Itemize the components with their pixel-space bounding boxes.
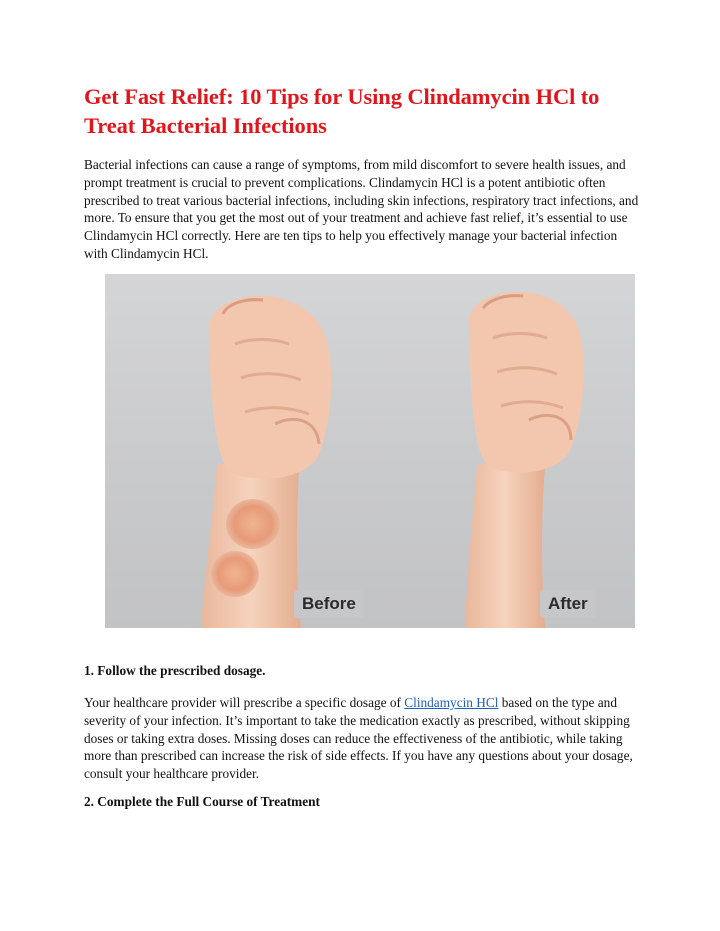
intro-paragraph: Bacterial infections can cause a range of symptoms, from mild discomfort to severe health issues, and prompt treatment is crucial to prevent complications. Clindamycin HCl is a potent antibiotic often prescribed to treat various bacterial infections, including skin infections, respiratory tract infections, and more. To ensure that you get the most out of your treatment and achieve fast relief, it’s essential to use Clindamycin HCl correctly. Here are ten tips to help you effectively manage your bacterial infection with Clindamycin HCl.: [84, 157, 639, 261]
before-label: Before: [294, 590, 364, 618]
article-title: Get Fast Relief: 10 Tips for Using Clindamycin HCl to Treat Bacterial Infections: [84, 84, 600, 138]
tip-1-paragraph: [84, 694, 644, 783]
before-after-image: [105, 274, 635, 628]
tip-1-heading: 1. Follow the prescribed dosage.: [84, 663, 266, 678]
arm-comparison-illustration: [105, 274, 635, 628]
after-label: After: [540, 590, 596, 618]
after-arm: [465, 292, 584, 628]
tip-2-heading: 2. Complete the Full Course of Treatment: [84, 794, 320, 809]
tip-1-text-end: based on the type and severity of your infection. It’s important to take the medication exactly as prescribed, without skipping doses or taking extra doses. Missing doses can reduce the effectiveness of the antibiotic, while taking more than prescribed can increase the risk of side effects. If you have any questions about your dosage, consult your healthcare provider.: [84, 695, 633, 782]
clindamycin-hcl-link[interactable]: Clindamycin HCl: [404, 695, 499, 710]
tip-1-text-start: Your healthcare provider will prescribe a specific dosage of: [84, 695, 405, 710]
before-arm: [201, 296, 331, 628]
